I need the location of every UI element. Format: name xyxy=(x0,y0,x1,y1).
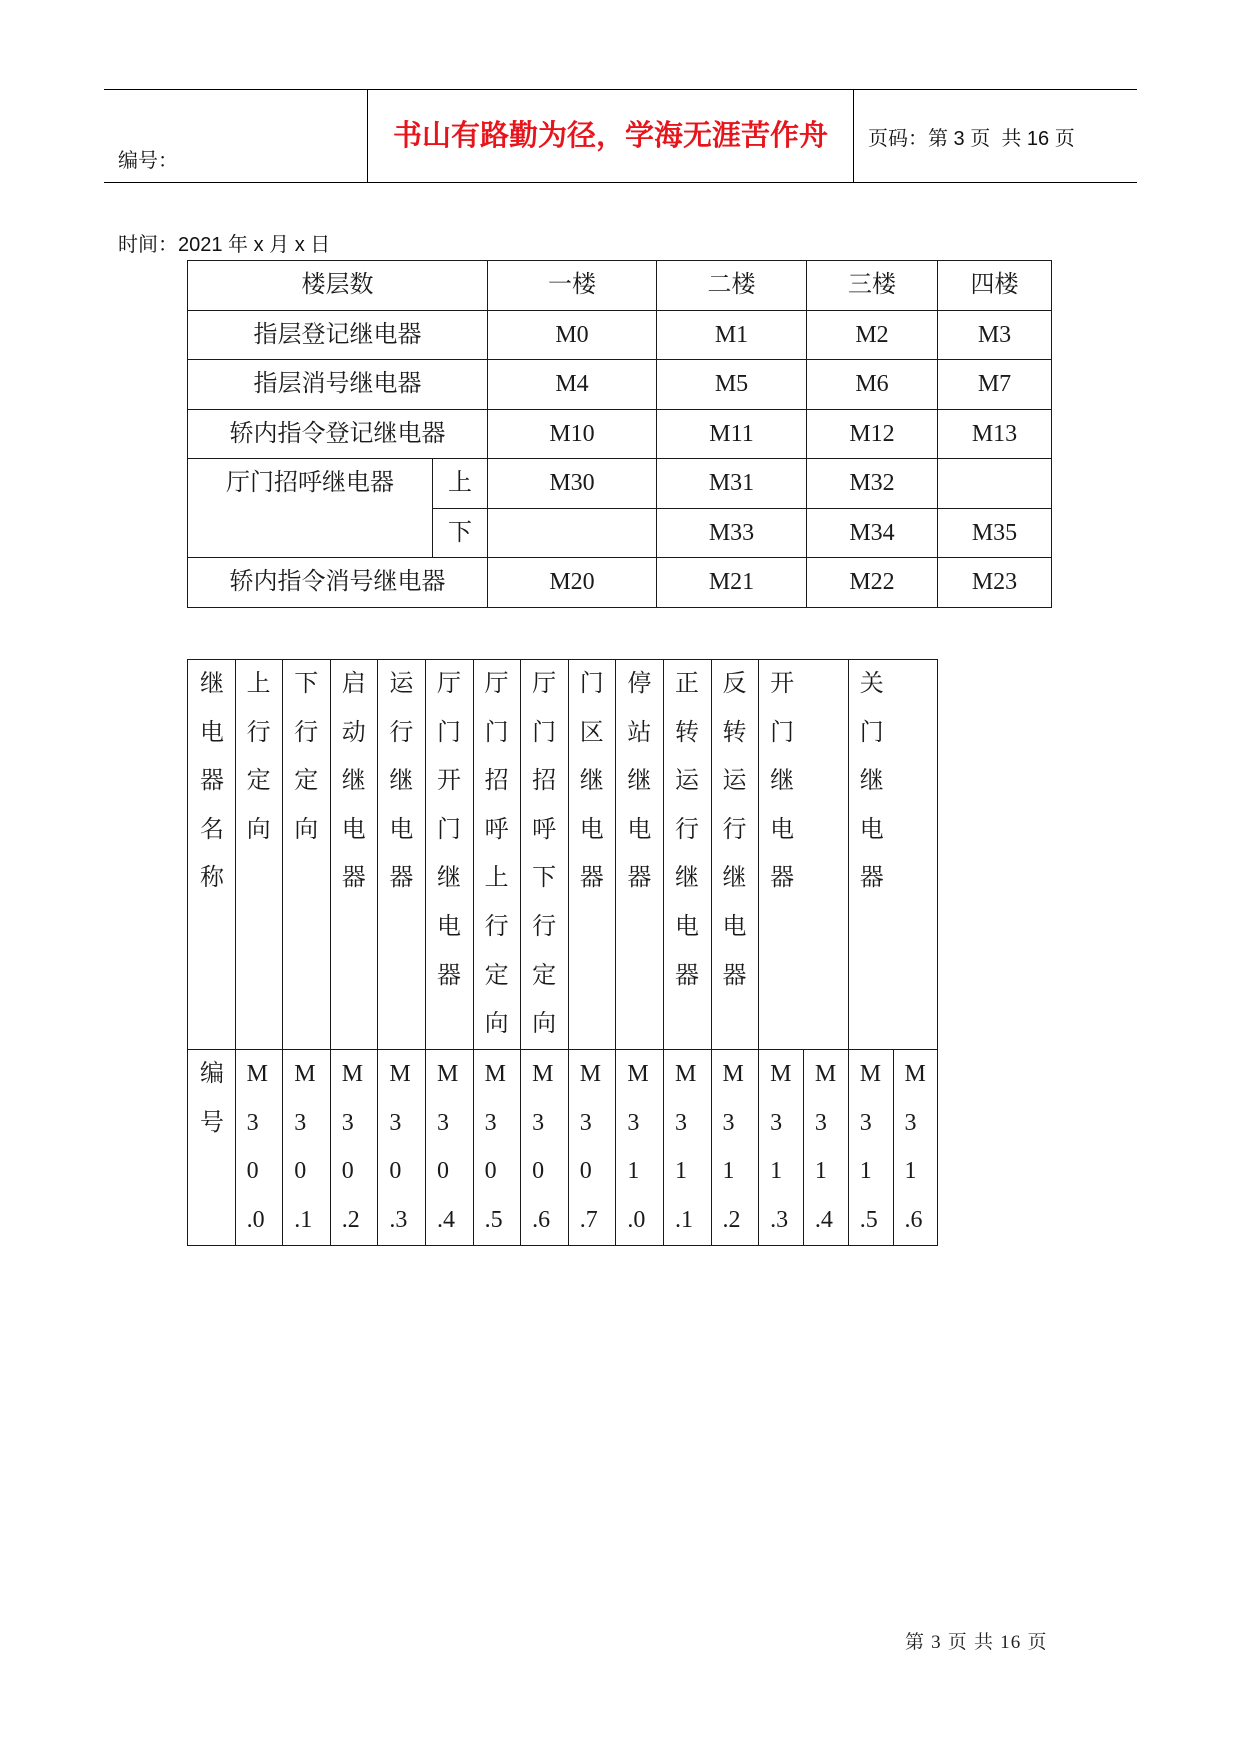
stacked-glyph: 1 xyxy=(904,1158,917,1185)
stacked-glyph: 电 xyxy=(859,816,884,843)
stacked-glyph: 厅 xyxy=(436,671,461,697)
stacked-glyph: 定 xyxy=(484,962,509,989)
stacked-glyph: 3 xyxy=(579,1109,592,1136)
stacked-glyph: .7 xyxy=(579,1206,598,1233)
relay-address-cell: M0 xyxy=(488,310,657,360)
direction-label: 下 xyxy=(433,508,488,558)
floor-relay-table xyxy=(187,260,1052,608)
stacked-glyph: 器 xyxy=(579,865,604,892)
floor-header-cell: 二楼 xyxy=(657,261,807,311)
stacked-glyph: 3 xyxy=(627,1109,640,1136)
relay-type-label: 指层消号继电器 xyxy=(188,360,488,410)
relay-name-cell xyxy=(568,660,616,1050)
stacked-glyph: 区 xyxy=(579,719,604,746)
stacked-glyph: 定 xyxy=(246,768,271,795)
relay-code-cell xyxy=(283,1050,331,1246)
stacked-glyph: 3 xyxy=(294,1109,307,1136)
stacked-glyph: 电 xyxy=(674,913,699,940)
stacked-glyph: 开 xyxy=(436,768,461,795)
date-line: 时间：2021 年 x 月 x 日 xyxy=(118,234,331,256)
stacked-glyph: 站 xyxy=(627,719,652,746)
stacked-glyph: 0 xyxy=(294,1158,307,1185)
stacked-glyph: .4 xyxy=(436,1206,455,1233)
relay-address-cell: M2 xyxy=(807,310,938,360)
stacked-glyph: 厅 xyxy=(532,671,557,697)
stacked-glyph: 器 xyxy=(389,865,414,892)
relay-address-cell: M4 xyxy=(488,360,657,410)
stacked-glyph: 器 xyxy=(722,962,747,989)
stacked-glyph: 继 xyxy=(436,865,461,892)
stacked-glyph: M xyxy=(246,1061,268,1087)
stacked-glyph: M xyxy=(294,1061,316,1087)
stacked-glyph: 0 xyxy=(579,1158,592,1185)
stacked-glyph: M xyxy=(627,1061,649,1087)
stacked-glyph: 下 xyxy=(294,671,319,697)
floor-table-row xyxy=(188,558,1052,608)
relay-name-cell xyxy=(759,660,849,1050)
stacked-glyph: 行 xyxy=(294,719,319,746)
stacked-glyph: 名 xyxy=(200,816,224,843)
stacked-glyph: 行 xyxy=(722,816,747,843)
stacked-glyph: 0 xyxy=(246,1158,259,1185)
stacked-glyph: 3 xyxy=(859,1109,872,1136)
relay-code-cell xyxy=(568,1050,616,1246)
stacked-glyph: 3 xyxy=(484,1109,497,1136)
stacked-glyph: M xyxy=(389,1061,411,1087)
relay-name-cell xyxy=(235,660,283,1050)
stacked-glyph: 开 xyxy=(770,671,795,697)
stacked-glyph: 3 xyxy=(674,1109,687,1136)
relay-name-cell xyxy=(848,660,938,1050)
relay-address-cell: M30 xyxy=(488,459,657,509)
stacked-glyph: 下 xyxy=(532,865,557,892)
stacked-glyph: 1 xyxy=(814,1158,827,1185)
relay-code-cell xyxy=(663,1050,711,1246)
relay-address-cell xyxy=(488,508,657,558)
stacked-glyph: .1 xyxy=(294,1206,313,1233)
stacked-glyph: 继 xyxy=(389,768,414,795)
relay-code-cell xyxy=(425,1050,473,1246)
stacked-glyph: M xyxy=(722,1061,744,1087)
relay-address-cell: M3 xyxy=(938,310,1052,360)
relay-name-cell xyxy=(711,660,759,1050)
stacked-glyph: M xyxy=(770,1061,792,1087)
stacked-glyph: 器 xyxy=(770,865,795,892)
page-info: 页码：第 3 页 共 16 页 xyxy=(868,127,1075,150)
stacked-glyph: 1 xyxy=(859,1158,872,1185)
relay-code-cell xyxy=(893,1050,938,1246)
stacked-glyph: 运 xyxy=(722,768,747,795)
stacked-glyph: 动 xyxy=(341,719,366,746)
header-meta-cell xyxy=(104,90,367,256)
stacked-glyph: 器 xyxy=(436,962,461,989)
stacked-glyph: 0 xyxy=(436,1158,449,1185)
relay-address-cell: M1 xyxy=(657,310,807,360)
stacked-glyph: 电 xyxy=(341,816,366,843)
stacked-glyph: 器 xyxy=(859,865,884,892)
stacked-glyph: 运 xyxy=(674,768,699,795)
stacked-glyph: M xyxy=(674,1061,697,1087)
stacked-glyph: 招 xyxy=(532,768,557,795)
stacked-glyph: .3 xyxy=(770,1206,789,1233)
relay-name-cell xyxy=(473,660,521,1050)
relay-code-header xyxy=(188,1050,236,1246)
relay-address-cell: M32 xyxy=(807,459,938,509)
motto-cell xyxy=(367,90,854,182)
relay-address-cell: M23 xyxy=(938,558,1052,608)
stacked-glyph: 3 xyxy=(389,1109,402,1136)
relay-name-cell xyxy=(425,660,473,1050)
relay-address-cell: M21 xyxy=(657,558,807,608)
stacked-glyph: 器 xyxy=(674,962,699,989)
stacked-glyph: M xyxy=(484,1061,506,1087)
floor-count-header: 楼层数 xyxy=(188,261,488,311)
stacked-glyph: 启 xyxy=(341,671,366,697)
stacked-glyph: 1 xyxy=(674,1158,687,1185)
stacked-glyph: 停 xyxy=(627,671,652,697)
stacked-glyph: 行 xyxy=(532,913,557,940)
relay-code-cell xyxy=(759,1050,804,1246)
stacked-glyph: 门 xyxy=(770,719,795,746)
floor-header-cell: 四楼 xyxy=(938,261,1052,311)
stacked-glyph: 门 xyxy=(579,671,604,697)
relay-address-cell: M7 xyxy=(938,360,1052,410)
stacked-glyph: 定 xyxy=(532,962,557,989)
stacked-glyph: 行 xyxy=(674,816,699,843)
stacked-glyph: 门 xyxy=(484,719,509,746)
stacked-glyph: .6 xyxy=(904,1206,923,1233)
stacked-glyph: 继 xyxy=(674,865,699,892)
stacked-glyph: M xyxy=(859,1061,882,1087)
floor-table-row xyxy=(188,459,1052,509)
stacked-glyph: 电 xyxy=(627,816,652,843)
stacked-glyph: 招 xyxy=(484,768,509,795)
relay-address-cell: M5 xyxy=(657,360,807,410)
stacked-glyph: 继 xyxy=(579,768,604,795)
relay-address-cell xyxy=(938,459,1052,509)
stacked-glyph: 上 xyxy=(246,671,271,697)
relay-code-cell xyxy=(616,1050,664,1246)
relay-address-cell: M11 xyxy=(657,409,807,459)
floor-table-row xyxy=(188,310,1052,360)
stacked-glyph: .2 xyxy=(341,1206,360,1233)
stacked-glyph: 电 xyxy=(770,816,795,843)
stacked-glyph: .5 xyxy=(484,1206,503,1233)
relay-address-table xyxy=(187,659,938,1246)
motto-text: 书山有路勤为径，学海无涯苦作舟 xyxy=(392,120,828,152)
serial-number-label: 编号： xyxy=(118,150,178,172)
relay-code-row xyxy=(188,1050,938,1246)
stacked-glyph: 电 xyxy=(579,816,604,843)
stacked-glyph: 0 xyxy=(532,1158,545,1185)
stacked-glyph: 1 xyxy=(770,1158,783,1185)
stacked-glyph: 器 xyxy=(627,865,652,892)
stacked-glyph: .4 xyxy=(814,1206,833,1233)
stacked-glyph: 定 xyxy=(294,768,319,795)
stacked-glyph: 0 xyxy=(341,1158,354,1185)
relay-address-cell: M22 xyxy=(807,558,938,608)
relay-name-header xyxy=(188,660,236,1050)
stacked-glyph: 转 xyxy=(722,719,747,746)
stacked-glyph: 继 xyxy=(722,865,747,892)
relay-address-cell: M10 xyxy=(488,409,657,459)
stacked-glyph: 呼 xyxy=(532,816,557,843)
stacked-glyph: 转 xyxy=(674,719,699,746)
stacked-glyph: 继 xyxy=(770,768,795,795)
stacked-glyph: 0 xyxy=(484,1158,497,1185)
stacked-glyph: 3 xyxy=(246,1109,259,1136)
relay-address-cell: M20 xyxy=(488,558,657,608)
relay-address-cell: M13 xyxy=(938,409,1052,459)
relay-type-label: 厅门招呼继电器 xyxy=(188,459,433,558)
stacked-glyph: 继 xyxy=(341,768,366,795)
floor-header-cell: 三楼 xyxy=(807,261,938,311)
relay-name-cell xyxy=(330,660,378,1050)
relay-address-cell: M6 xyxy=(807,360,938,410)
stacked-glyph: 上 xyxy=(484,865,509,892)
stacked-glyph: 厅 xyxy=(484,671,509,697)
floor-table-row xyxy=(188,409,1052,459)
relay-name-cell xyxy=(663,660,711,1050)
stacked-glyph: .3 xyxy=(389,1206,408,1233)
relay-address-cell: M34 xyxy=(807,508,938,558)
stacked-glyph: 3 xyxy=(436,1109,449,1136)
floor-header-cell: 一楼 xyxy=(488,261,657,311)
relay-name-cell xyxy=(378,660,426,1050)
relay-address-cell: M33 xyxy=(657,508,807,558)
relay-code-cell xyxy=(521,1050,569,1246)
relay-code-cell xyxy=(330,1050,378,1246)
stacked-glyph: 继 xyxy=(859,768,884,795)
stacked-glyph: 号 xyxy=(200,1109,224,1136)
relay-address-cell: M12 xyxy=(807,409,938,459)
stacked-glyph: M xyxy=(436,1061,459,1087)
relay-name-row xyxy=(188,660,938,1050)
floor-table-header-row xyxy=(188,261,1052,311)
stacked-glyph: 称 xyxy=(200,865,224,892)
stacked-glyph: 电 xyxy=(389,816,414,843)
stacked-glyph: M xyxy=(814,1061,837,1087)
stacked-glyph: 门 xyxy=(532,719,557,746)
page-footer: 第 3 页 共 16 页 xyxy=(905,1632,1048,1653)
stacked-glyph: 行 xyxy=(389,719,414,746)
relay-code-cell xyxy=(378,1050,426,1246)
stacked-glyph: 器 xyxy=(341,865,366,892)
stacked-glyph: 电 xyxy=(436,913,461,940)
stacked-glyph: .2 xyxy=(722,1206,741,1233)
document-header xyxy=(104,89,1137,256)
stacked-glyph: 向 xyxy=(294,816,319,843)
stacked-glyph: 行 xyxy=(484,913,509,940)
stacked-glyph: 1 xyxy=(627,1158,640,1185)
stacked-glyph: 继 xyxy=(200,671,224,697)
stacked-glyph: 行 xyxy=(246,719,271,746)
stacked-glyph: 编 xyxy=(200,1061,224,1087)
relay-name-cell xyxy=(283,660,331,1050)
stacked-glyph: 3 xyxy=(904,1109,917,1136)
stacked-glyph: 向 xyxy=(246,816,271,843)
stacked-glyph: 正 xyxy=(674,671,699,697)
relay-type-label: 轿内指令登记继电器 xyxy=(188,409,488,459)
stacked-glyph: 呼 xyxy=(484,816,509,843)
stacked-glyph: 继 xyxy=(627,768,652,795)
stacked-glyph: M xyxy=(341,1061,364,1087)
stacked-glyph: .0 xyxy=(627,1206,646,1233)
stacked-glyph: 向 xyxy=(484,1011,509,1038)
stacked-glyph: .0 xyxy=(246,1206,265,1233)
stacked-glyph: M xyxy=(532,1061,554,1087)
stacked-glyph: 1 xyxy=(722,1158,735,1185)
relay-code-cell xyxy=(803,1050,848,1246)
stacked-glyph: M xyxy=(904,1061,926,1087)
relay-type-label: 轿内指令消号继电器 xyxy=(188,558,488,608)
stacked-glyph: 电 xyxy=(200,719,224,746)
floor-table-row xyxy=(188,360,1052,410)
stacked-glyph: 电 xyxy=(722,913,747,940)
relay-code-cell xyxy=(711,1050,759,1246)
stacked-glyph: .1 xyxy=(674,1206,693,1233)
stacked-glyph: 3 xyxy=(532,1109,545,1136)
relay-type-label: 指层登记继电器 xyxy=(188,310,488,360)
stacked-glyph: 门 xyxy=(436,816,461,843)
relay-code-cell xyxy=(235,1050,283,1246)
stacked-glyph: .5 xyxy=(859,1206,878,1233)
stacked-glyph: 门 xyxy=(436,719,461,746)
stacked-glyph: .6 xyxy=(532,1206,551,1233)
stacked-glyph: 3 xyxy=(770,1109,783,1136)
relay-code-cell xyxy=(848,1050,893,1246)
stacked-glyph: 3 xyxy=(722,1109,735,1136)
stacked-glyph: 0 xyxy=(389,1158,402,1185)
stacked-glyph: 3 xyxy=(814,1109,827,1136)
stacked-glyph: 门 xyxy=(859,719,884,746)
stacked-glyph: 3 xyxy=(341,1109,354,1136)
stacked-glyph: 关 xyxy=(859,671,884,697)
direction-label: 上 xyxy=(433,459,488,509)
stacked-glyph: M xyxy=(579,1061,602,1087)
stacked-glyph: 向 xyxy=(532,1011,557,1038)
relay-code-cell xyxy=(473,1050,521,1246)
relay-address-cell: M35 xyxy=(938,508,1052,558)
relay-address-cell: M31 xyxy=(657,459,807,509)
relay-name-cell xyxy=(521,660,569,1050)
stacked-glyph: 反 xyxy=(722,671,747,697)
stacked-glyph: 器 xyxy=(200,768,224,795)
stacked-glyph: 运 xyxy=(389,671,414,697)
relay-name-cell xyxy=(616,660,664,1050)
